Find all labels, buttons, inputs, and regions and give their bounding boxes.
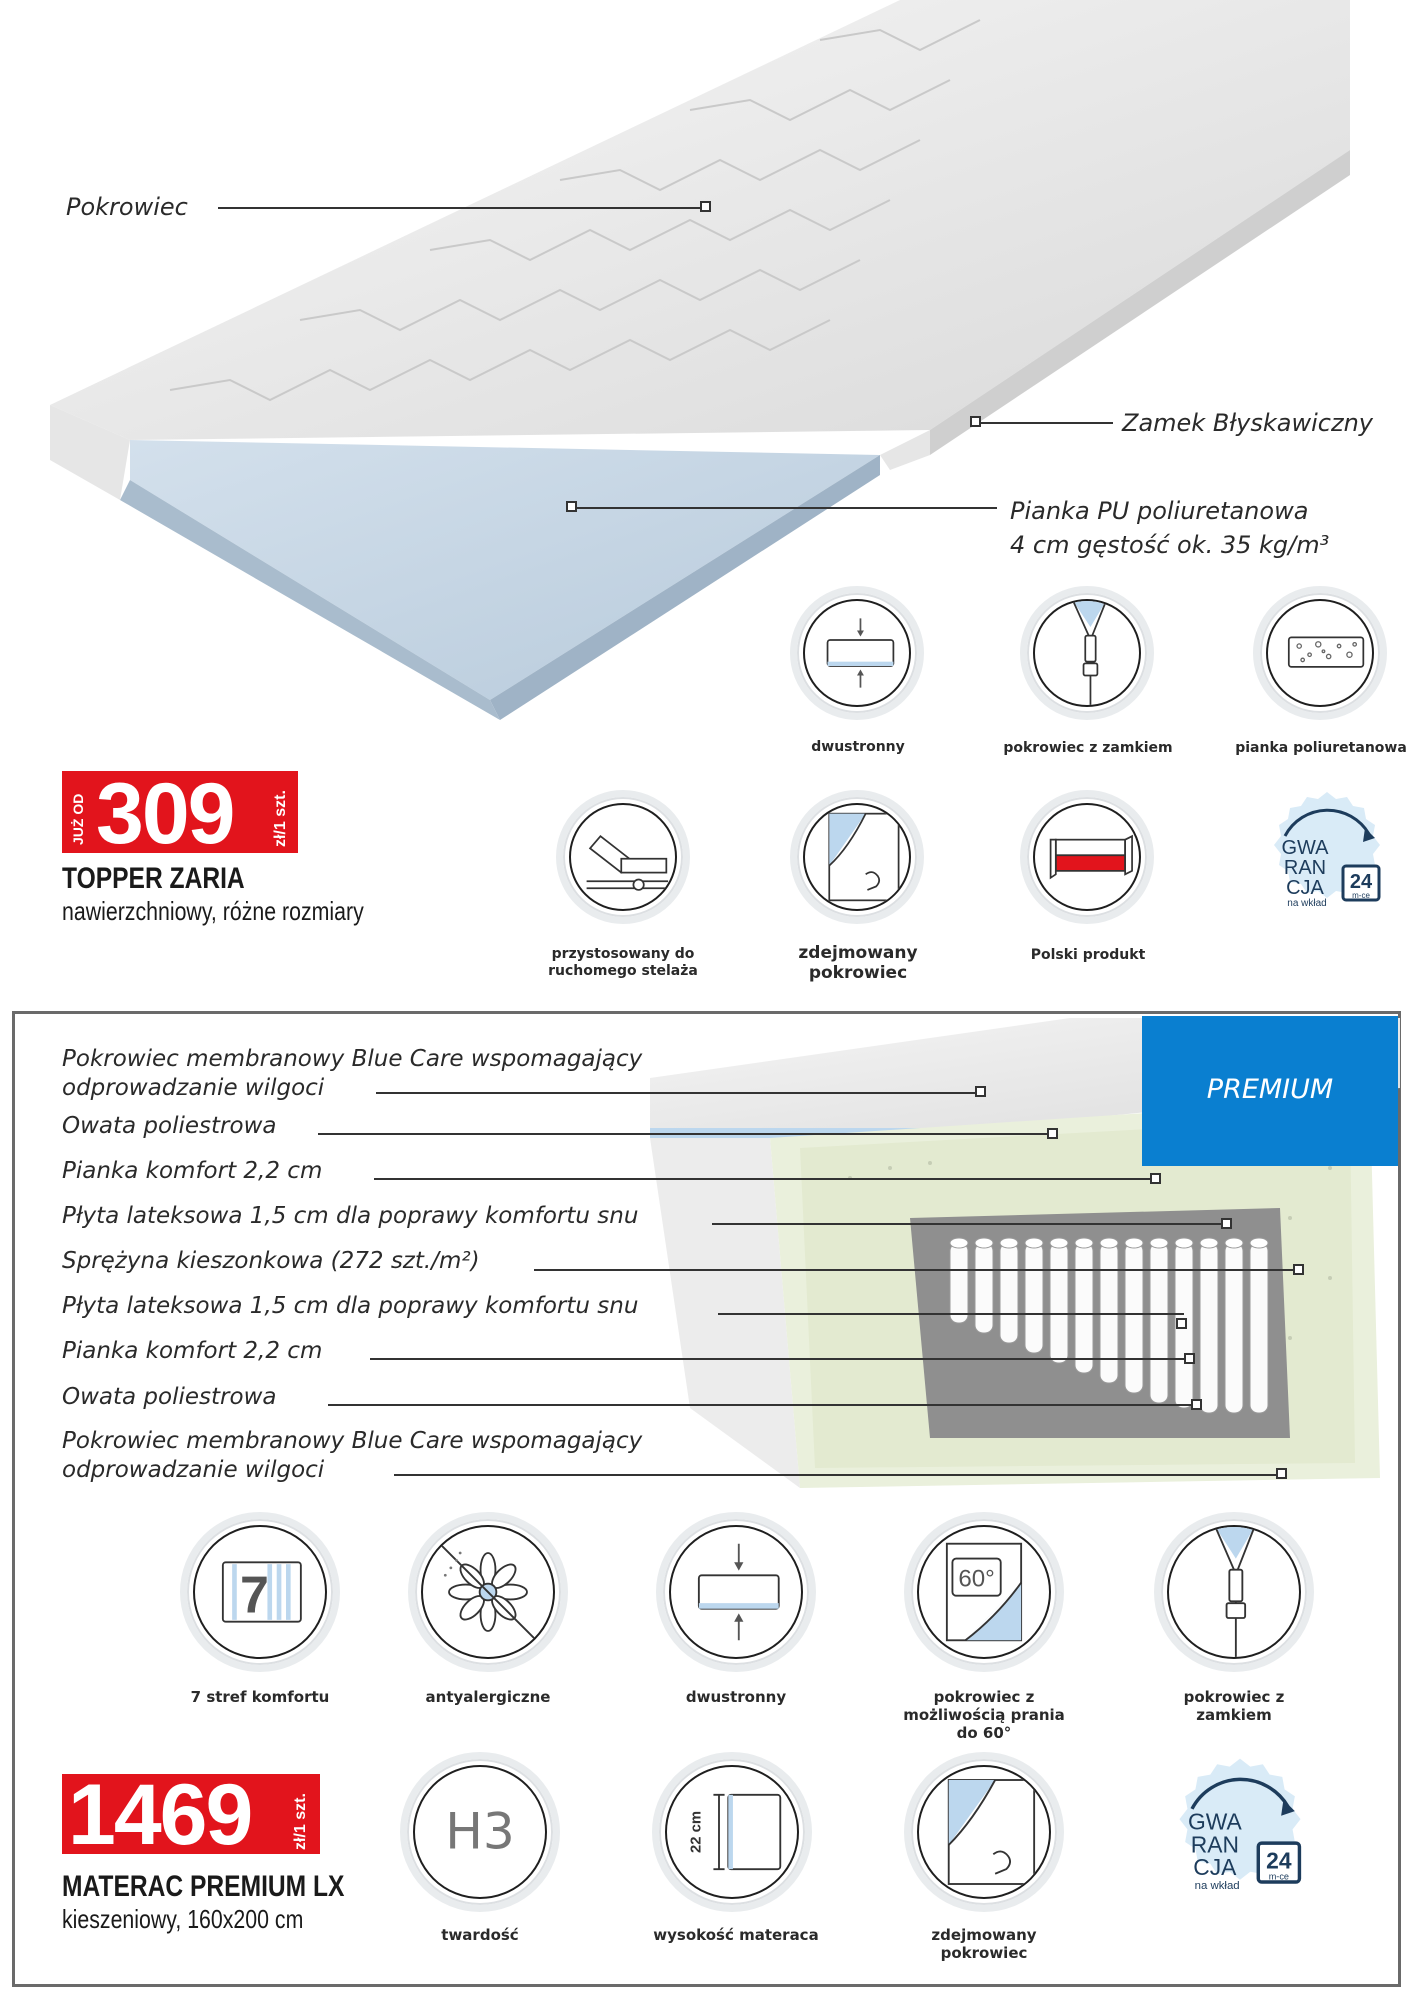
- zipper-cover-icon: [1169, 1527, 1299, 1657]
- feature-caption: pokrowiec z zamkiem: [1003, 740, 1173, 756]
- guarantee-text: CJA: [1193, 1854, 1237, 1881]
- guarantee-text: GWA: [1281, 837, 1329, 859]
- topper-guarantee-badge: [1257, 788, 1397, 928]
- guarantee-sub: na wkład: [1287, 898, 1327, 909]
- price-value: 309: [96, 766, 234, 862]
- topper-feature-removable-cover: [790, 790, 924, 924]
- guarantee-sub: na wkład: [1194, 1879, 1240, 1892]
- topper-feature-pu-foam: [1253, 586, 1387, 720]
- callout-line: [577, 507, 997, 509]
- callout-marker: [970, 416, 981, 427]
- guarantee-months: 24: [1266, 1847, 1292, 1874]
- feature-caption: pokrowiec z możliwością prania do 60°: [903, 1688, 1065, 1742]
- mattress-feature-seven-zones: [180, 1512, 340, 1672]
- mattress-feature-removable-cover: [904, 1752, 1064, 1912]
- callout-line: [712, 1223, 1224, 1225]
- layer-label: Pokrowiec membranowy Blue Care wspomagający: [62, 1046, 643, 1072]
- callout-marker: [1221, 1218, 1232, 1229]
- topper-product-name: TOPPER ZARIA: [62, 862, 245, 895]
- callout-line: [980, 422, 1113, 424]
- layer-label: Płyta lateksowa 1,5 cm dla poprawy komfortu snu: [62, 1203, 639, 1229]
- height-icon: [667, 1767, 797, 1897]
- topper-feature-double-sided: [790, 586, 924, 720]
- layer-label: Owata poliestrowa: [62, 1384, 277, 1410]
- callout-marker: [1047, 1128, 1058, 1139]
- topper-feature-adjustable-frame: [556, 790, 690, 924]
- label-foam-line2: 4 cm gęstość ok. 35 kg/m³: [1010, 531, 1330, 559]
- price-prefix: JUŻ OD: [70, 793, 86, 845]
- callout-marker: [700, 201, 711, 212]
- feature-caption: wysokość materaca: [653, 1926, 819, 1944]
- mattress-feature-antiallergic: [408, 1512, 568, 1672]
- topper-feature-zipper-cover: [1020, 586, 1154, 720]
- label-foam-line1: Pianka PU poliuretanowa: [1010, 497, 1309, 525]
- label-cover: Pokrowiec: [66, 193, 188, 221]
- callout-marker: [975, 1086, 986, 1097]
- zipper-cover-icon: [1035, 601, 1139, 705]
- layer-label: Płyta lateksowa 1,5 cm dla poprawy komfortu snu: [62, 1293, 639, 1319]
- mattress-feature-hardness: [400, 1752, 560, 1912]
- svg-text:22 cm: 22 cm: [688, 1810, 705, 1854]
- layer-label: Pianka komfort 2,2 cm: [62, 1158, 323, 1184]
- price-value: 1469: [68, 1767, 252, 1863]
- callout-marker: [1176, 1318, 1187, 1329]
- callout-line: [376, 1092, 976, 1094]
- layer-label: odprowadzanie wilgoci: [62, 1075, 325, 1101]
- feature-caption: zdejmowany pokrowiec: [931, 1926, 1037, 1962]
- guarantee-text: CJA: [1286, 877, 1324, 899]
- mattress-feature-washable-cover: [904, 1512, 1064, 1672]
- feature-caption: dwustronny: [811, 739, 905, 755]
- price-unit: zł/1 szt.: [292, 1793, 309, 1850]
- double-sided-icon: [805, 601, 909, 705]
- callout-marker: [1150, 1173, 1161, 1184]
- topper-price-tag: [62, 766, 298, 862]
- mattress-guarantee-badge: [1160, 1754, 1320, 1914]
- seven-zones-icon: [195, 1527, 325, 1657]
- premium-badge-label: PREMIUM: [1206, 1074, 1334, 1105]
- washable-cover-icon: [919, 1527, 1049, 1657]
- mattress-feature-double-sided: [656, 1512, 816, 1672]
- price-unit: zł/1 szt.: [272, 790, 289, 847]
- callout-marker: [1184, 1353, 1195, 1364]
- callout-line: [394, 1474, 1278, 1476]
- guarantee-text: GWA: [1187, 1808, 1242, 1835]
- callout-line: [534, 1269, 1296, 1271]
- callout-marker: [1191, 1399, 1202, 1410]
- callout-marker: [566, 501, 577, 512]
- feature-caption: Polski produkt: [1030, 947, 1146, 963]
- callout-line: [370, 1358, 1188, 1360]
- callout-line: [718, 1313, 1184, 1315]
- layer-label: Sprężyna kieszonkowa (272 szt./m²): [62, 1248, 480, 1274]
- mattress-price-tag: [62, 1767, 320, 1863]
- mattress-product-subtitle: kieszeniowy, 160x200 cm: [62, 1904, 304, 1934]
- guarantee-months-unit: m-ce: [1268, 1871, 1289, 1882]
- topper-feature-polish-product: [1020, 790, 1154, 924]
- removable-cover-icon: [805, 805, 909, 909]
- callout-line: [328, 1404, 1192, 1406]
- callout-line: [318, 1133, 1048, 1135]
- callout-marker: [1293, 1264, 1304, 1275]
- mattress-feature-height: [652, 1752, 812, 1912]
- topper-product-subtitle: nawierzchniowy, różne rozmiary: [62, 896, 364, 926]
- layer-label: odprowadzanie wilgoci: [62, 1457, 325, 1483]
- pu-foam-icon: [1268, 601, 1372, 705]
- feature-caption: dwustronny: [685, 1688, 787, 1706]
- polish-flag-icon: [1035, 805, 1139, 909]
- callout-line: [374, 1178, 1150, 1180]
- feature-caption: antyalergiczne: [425, 1688, 551, 1706]
- feature-caption: pokrowiec z zamkiem: [1183, 1688, 1285, 1724]
- layer-label: Pianka komfort 2,2 cm: [62, 1338, 323, 1364]
- label-zipper: Zamek Błyskawiczny: [1122, 409, 1373, 437]
- svg-text:H3: H3: [445, 1801, 515, 1861]
- guarantee-text: RAN: [1190, 1831, 1239, 1858]
- feature-caption: pianka poliuretanowa: [1235, 740, 1407, 756]
- svg-text:7: 7: [239, 1566, 269, 1625]
- feature-caption: przystosowany do ruchomego stelaża: [548, 946, 698, 979]
- double-sided-icon: [671, 1527, 801, 1657]
- antiallergic-icon: [423, 1527, 553, 1657]
- feature-caption: zdejmowany pokrowiec: [798, 943, 918, 984]
- hardness-icon: [415, 1767, 545, 1897]
- layer-label: Owata poliestrowa: [62, 1113, 277, 1139]
- adjustable-frame-icon: [571, 805, 675, 909]
- guarantee-months: 24: [1349, 871, 1373, 893]
- callout-line: [218, 207, 700, 209]
- svg-text:60°: 60°: [958, 1565, 995, 1593]
- mattress-feature-zipper-cover: [1154, 1512, 1314, 1672]
- guarantee-months-unit: m-ce: [1352, 891, 1370, 900]
- callout-marker: [1276, 1468, 1287, 1479]
- feature-caption: twardość: [441, 1926, 519, 1944]
- guarantee-text: RAN: [1283, 857, 1327, 879]
- feature-caption: 7 stref komfortu: [190, 1688, 330, 1706]
- mattress-product-name: MATERAC PREMIUM LX: [62, 1870, 345, 1903]
- removable-cover-icon: [919, 1767, 1049, 1897]
- layer-label: Pokrowiec membranowy Blue Care wspomagający: [62, 1428, 643, 1454]
- topper-illustration: [50, 0, 1360, 720]
